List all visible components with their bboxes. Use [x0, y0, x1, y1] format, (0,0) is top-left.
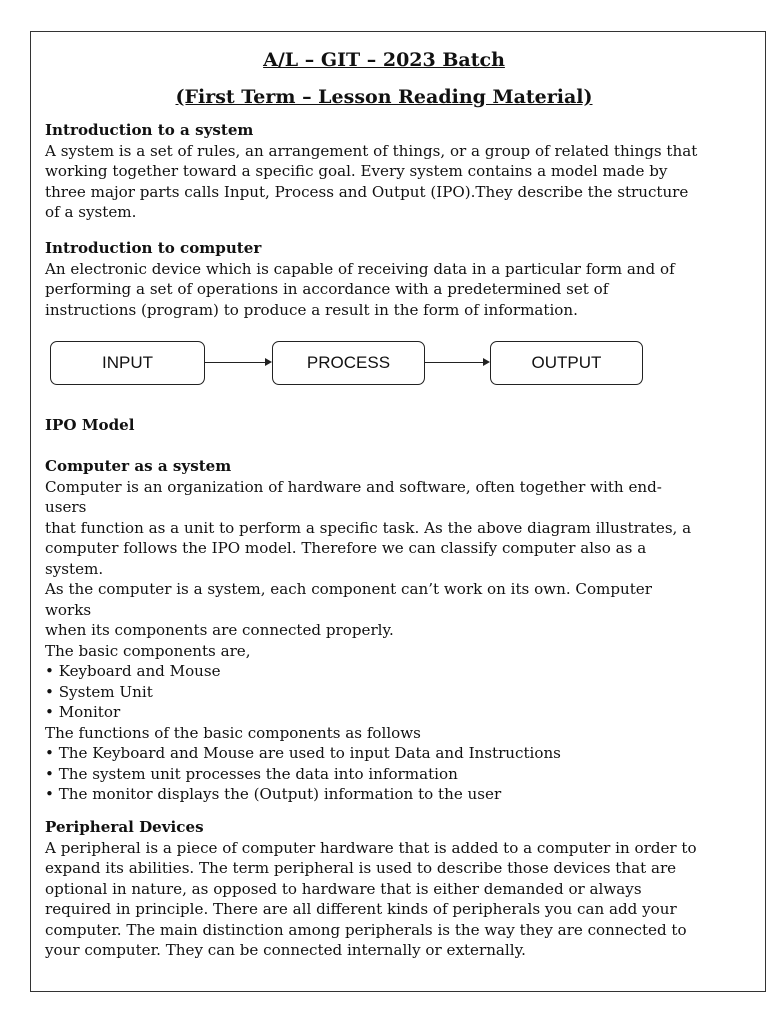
section-introduction-system: [45, 120, 745, 223]
paragraph-line: required in principle. There are all different kinds of peripherals you can add your: [45, 900, 677, 918]
list-item: • Keyboard and Mouse: [45, 662, 221, 680]
paragraph-line: A system is a set of rules, an arrangement of things, or a group of related things that: [45, 141, 698, 160]
document-subtitle: (First Term – Lesson Reading Material): [175, 86, 593, 108]
ipo-model-caption: IPO Model: [45, 416, 135, 434]
paragraph-line: A peripheral is a piece of computer hardware that is added to a computer in order to: [45, 838, 697, 857]
paragraph-line: performing a set of operations in accordance with a predetermined set of: [45, 280, 609, 298]
list-item: • System Unit: [45, 682, 153, 701]
output-box: OUTPUT: [490, 341, 643, 385]
paragraph-line: The basic components are,: [45, 641, 251, 660]
paragraph-line: your computer. They can be connected internally or externally.: [45, 941, 526, 959]
paragraph-line: Computer is an organization of hardware and software, often together with end-: [45, 477, 662, 496]
paragraph-line: instructions (program) to produce a result in the form of information.: [45, 300, 578, 319]
paragraph-line: An electronic device which is capable of receiving data in a particular form and of: [45, 259, 675, 278]
paragraph-line: As the computer is a system, each component can’t work on its own. Computer: [45, 580, 652, 598]
process-box: PROCESS: [272, 341, 425, 385]
list-item: • The system unit processes the data into information: [45, 764, 458, 783]
section-heading: Introduction to computer: [45, 239, 262, 257]
list-item: • Monitor: [45, 703, 121, 721]
list-item: • The Keyboard and Mouse are used to input Data and Instructions: [45, 744, 561, 762]
paragraph-line: expand its abilities. The term peripheral is used to describe those devices that are: [45, 859, 677, 877]
paragraph-line: optional in nature, as opposed to hardware that is either demanded or always: [45, 879, 642, 898]
section-peripheral-devices: [45, 817, 745, 961]
section-heading: Peripheral Devices: [45, 818, 204, 836]
paragraph-line: works: [45, 600, 92, 619]
paragraph-line: of a system.: [45, 203, 137, 221]
paragraph-line: that function as a unit to perform a specific task. As the above diagram illustrates, a: [45, 518, 692, 537]
section-heading: Introduction to a system: [45, 121, 254, 139]
paragraph-line: computer. The main distinction among peripherals is the way they are connected to: [45, 920, 687, 939]
paragraph-line: users: [45, 498, 87, 516]
section-heading: Computer as a system: [45, 457, 232, 475]
paragraph-line: system.: [45, 559, 104, 578]
paragraph-line: when its components are connected properly.: [45, 621, 394, 639]
paragraph-line: computer follows the IPO model. Therefore we can classify computer also as a: [45, 539, 647, 557]
paragraph-line: three major parts calls Input, Process and Output (IPO).They describe the structure: [45, 182, 689, 201]
section-computer-as-system: [45, 456, 745, 805]
input-box: INPUT: [50, 341, 205, 385]
paragraph-line: working together toward a specific goal. Every system contains a model made by: [45, 162, 668, 180]
document-title: A/L – GIT – 2023 Batch: [263, 49, 505, 71]
list-item: • The monitor displays the (Output) information to the user: [45, 785, 502, 803]
section-introduction-computer: [45, 238, 745, 320]
paragraph-line: The functions of the basic components as follows: [45, 723, 421, 742]
